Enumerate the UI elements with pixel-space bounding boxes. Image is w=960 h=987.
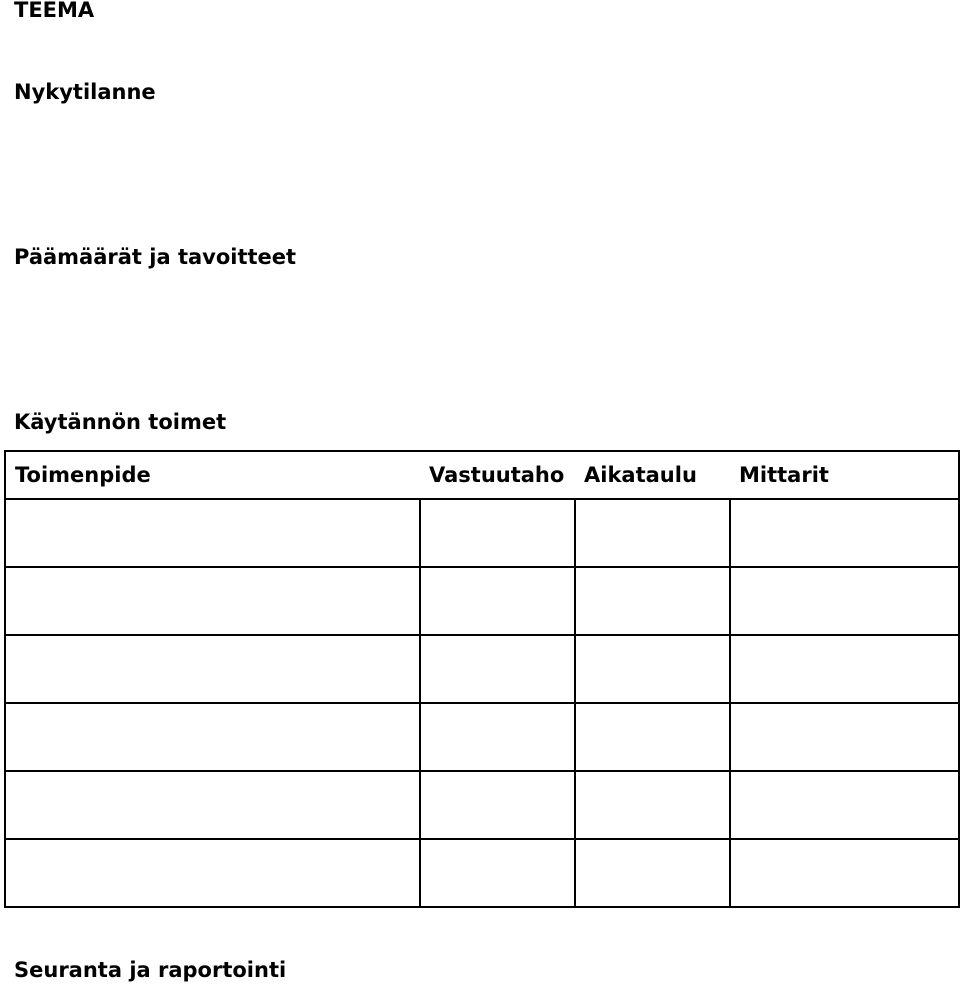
table-cell[interactable]: [730, 771, 959, 839]
table-cell[interactable]: [5, 839, 420, 907]
table-cell[interactable]: [5, 499, 420, 567]
table-row: [5, 839, 959, 907]
table-cell[interactable]: [730, 499, 959, 567]
table-cell[interactable]: [5, 635, 420, 703]
document-title: TEEMA: [14, 0, 95, 22]
table-row: [5, 567, 959, 635]
table-cell[interactable]: [420, 567, 575, 635]
table-row: [5, 499, 959, 567]
section-heading-monitoring: Seuranta ja raportointi: [14, 958, 287, 982]
table-cell[interactable]: [575, 499, 730, 567]
column-header-schedule: Aikataulu: [575, 451, 730, 499]
table-row: [5, 703, 959, 771]
table-cell[interactable]: [730, 839, 959, 907]
section-heading-current-state: Nykytilanne: [14, 80, 156, 104]
table-cell[interactable]: [730, 703, 959, 771]
table-cell[interactable]: [420, 839, 575, 907]
table-row: [5, 635, 959, 703]
table-cell[interactable]: [575, 567, 730, 635]
table-cell[interactable]: [730, 635, 959, 703]
column-header-responsible: Vastuutaho: [420, 451, 575, 499]
column-header-metrics: Mittarit: [730, 451, 959, 499]
section-heading-practical-actions: Käytännön toimet: [14, 410, 227, 434]
section-heading-goals: Päämäärät ja tavoitteet: [14, 245, 297, 269]
column-header-measure: Toimenpide: [5, 451, 420, 499]
table-cell[interactable]: [575, 771, 730, 839]
table-cell[interactable]: [730, 567, 959, 635]
table-cell[interactable]: [5, 703, 420, 771]
table-cell[interactable]: [5, 567, 420, 635]
table-cell[interactable]: [5, 771, 420, 839]
table-cell[interactable]: [575, 703, 730, 771]
table-cell[interactable]: [420, 499, 575, 567]
table-cell[interactable]: [420, 635, 575, 703]
table-cell[interactable]: [575, 839, 730, 907]
action-table: [4, 450, 960, 908]
table-cell[interactable]: [420, 703, 575, 771]
table-row: [5, 771, 959, 839]
table-header-row: [5, 451, 959, 499]
table-cell[interactable]: [420, 771, 575, 839]
table-cell[interactable]: [575, 635, 730, 703]
